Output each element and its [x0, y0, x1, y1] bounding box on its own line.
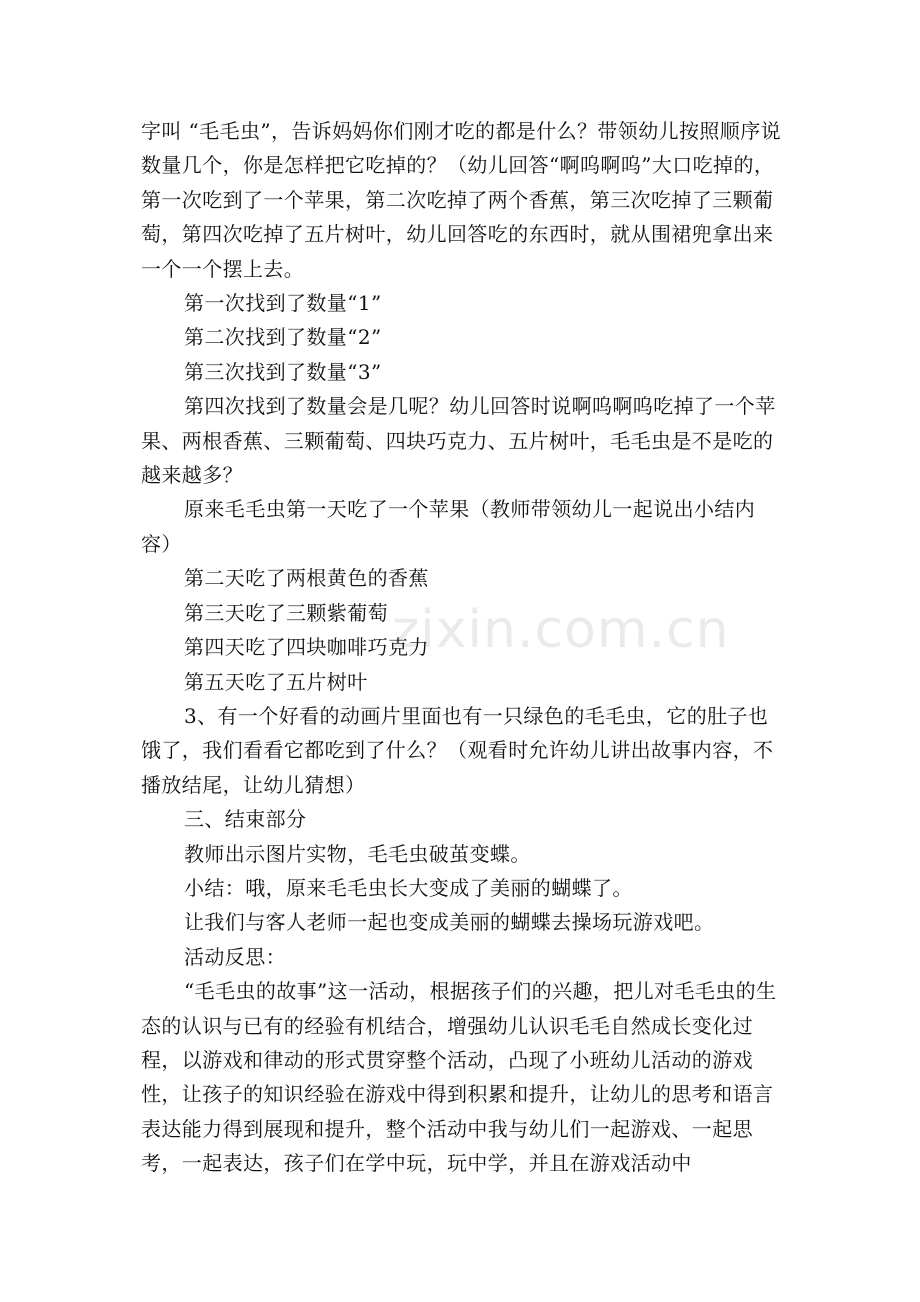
watermark-text: zixin.com.cn [392, 600, 730, 660]
paragraph-count-3: 第三次找到了数量“3” [184, 359, 382, 384]
paragraph-summary-day3: 第三天吃了三颗紫葡萄 [184, 600, 388, 625]
paragraph-count-1: 第一次找到了数量“1” [184, 291, 382, 316]
paragraph-summary-day1: 原来毛毛虫第一天吃了一个苹果（教师带领幼儿一起说出小结内容） [141, 497, 756, 556]
paragraph-conclusion: 小结：哦，原来毛毛虫长大变成了美丽的蝴蝶了。 [184, 875, 633, 900]
paragraph-show-pictures: 教师出示图片实物，毛毛虫破茧变蝶。 [184, 841, 531, 866]
paragraph-summary-day2: 第二天吃了两根黄色的香蕉 [184, 566, 429, 591]
paragraph-count-2: 第二次找到了数量“2” [184, 325, 382, 350]
paragraph-animation: 3、有一个好看的动画片里面也有一只绿色的毛毛虫，它的肚子也饿了，我们看看它都吃到了什么？（观看时允许幼儿讲出故事内容，不播放结尾，让幼儿猜想） [141, 703, 774, 797]
section-heading-reflection: 活动反思： [184, 944, 286, 969]
paragraph-reflection: “毛毛虫的故事”这一活动，根据孩子们的兴趣，把儿对毛毛虫的生态的认识与已有的经验有机结合，增强幼儿认识毛毛自然成长变化过程，以游戏和律动的形式贯穿整个活动，凸现了小班幼儿活动的游戏性，让孩子的知识经验在游戏中得到积累和提升，让幼儿的思考和语言表达能力得到展现和提升，整个活动中我与幼儿们一起游戏、一起思考，一起表达，孩子们在学中玩，玩中学，并且在游戏活动中 [141, 979, 777, 1176]
section-heading-ending: 三、结束部分 [184, 807, 307, 832]
document-body [141, 114, 781, 1181]
paragraph-summary-day5: 第五天吃了五片树叶 [184, 669, 368, 694]
paragraph-play-game: 让我们与客人老师一起也变成美丽的蝴蝶去操场玩游戏吧。 [184, 910, 715, 935]
paragraph-count-4: 第四次找到了数量会是几呢？幼儿回答时说啊呜啊呜吃掉了一个苹果、两根香蕉、三颗葡萄、四块巧克力、五片树叶，毛毛虫是不是吃的越来越多？ [141, 394, 776, 488]
paragraph-story-intro: 字叫 “毛毛虫”，告诉妈妈你们刚才吃的都是什么？带领幼儿按照顺序说数量几个，你是怎样把它吃掉的？（幼儿回答“啊呜啊呜”大口吃掉的，第一次吃到了一个苹果，第二次吃掉了两个香蕉，第三次吃掉了三颗葡萄，第四次吃掉了五片树叶，幼儿回答吃的东西时，就从围裙兜拿出来一个一个摆上去。 [141, 119, 782, 281]
paragraph-summary-day4: 第四天吃了四块咖啡巧克力 [184, 635, 429, 660]
